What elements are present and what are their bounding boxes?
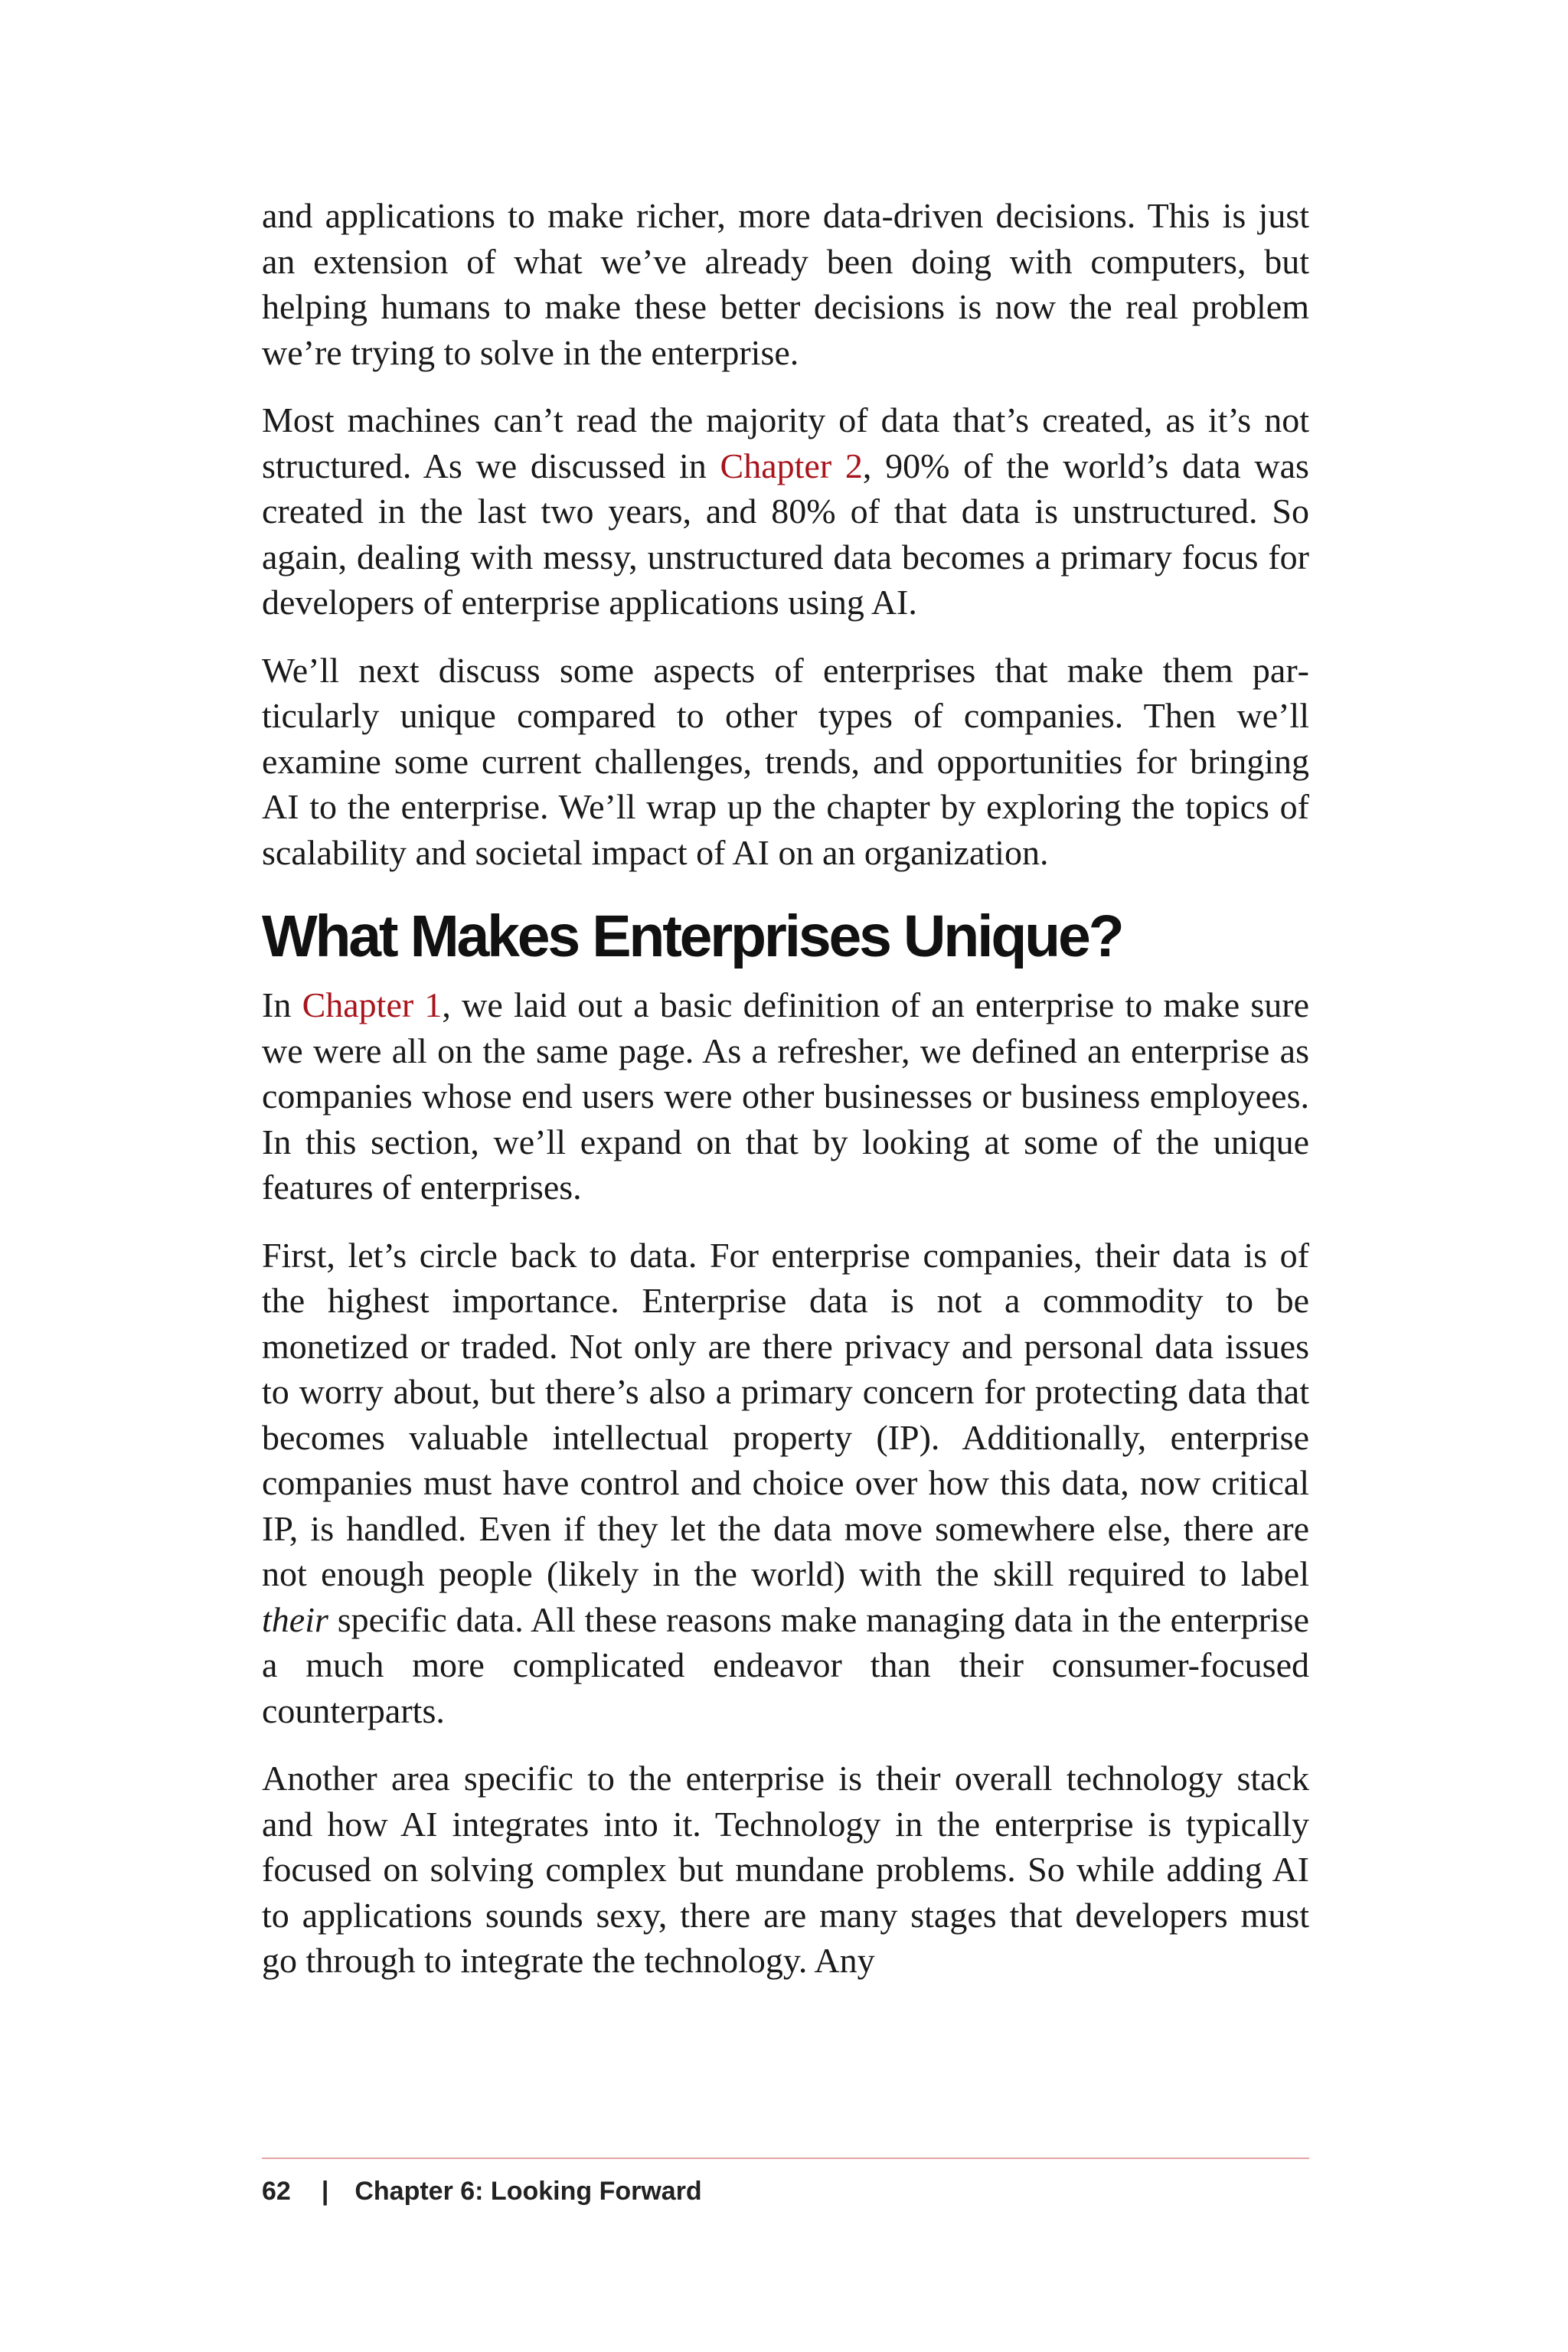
body-paragraph-5 bbox=[262, 1233, 1309, 1734]
running-chapter-title: Chapter 6: Looking Forward bbox=[354, 2177, 702, 2206]
chapter-1-link[interactable]: Chapter 1 bbox=[302, 985, 443, 1024]
body-paragraph-2 bbox=[262, 397, 1309, 626]
chapter-2-link[interactable]: Chapter 2 bbox=[720, 446, 863, 485]
paragraph-text: Most machines can’t read the majority of data that’s created, as it’s not structured. As we discussed in bbox=[262, 400, 1309, 485]
paragraph-text: , we laid out a basic definition of an enterprise to make sure we were all on the same page. As a refresher, we defined an enterprise as companies whose end users were other businesses or business employees. In this section, we’ll expand on that by looking at some of the unique features of enterprises. bbox=[262, 985, 1309, 1207]
body-paragraph-6: Another area specific to the enterprise is their overall technology stack and how AI integrates into it. Technology in the enterprise is typically focused on solving complex but mundane problems. So while adding AI to applications sounds sexy, there are many stages that developers must go through to integrate the technology. Any bbox=[262, 1759, 1309, 1980]
page-body bbox=[262, 193, 1309, 1984]
paragraph-text: , 90% of the world’s data was created in the last two years, and 80% of that data is unstructured. So again, dealing with messy, unstructured data becomes a primary focus for developers of enterprise applications using AI. bbox=[262, 446, 1309, 622]
section-heading: What Makes Enterprises Unique? bbox=[262, 903, 1122, 969]
footer-divider bbox=[262, 2158, 1309, 2159]
body-paragraph-4 bbox=[262, 982, 1309, 1210]
page-number: 62 bbox=[262, 2177, 291, 2206]
paragraph-text: In bbox=[262, 985, 302, 1024]
emphasis-their: their bbox=[262, 1599, 328, 1639]
footer-separator: | bbox=[321, 2177, 329, 2206]
body-paragraph-3: We’ll next discuss some aspects of enterprises that make them particularly unique compared to other types of companies. Then we’ll examine some current challenges, trends, and opportunities for bringing AI to the enterprise. We’ll wrap up the chapter by exploring the topics of scalability and societal impact of AI on an organization. bbox=[262, 650, 1309, 872]
paragraph-text: specific data. All these reasons make managing data in the enterprise a much more complicated endeavor than their consumer-focused counterparts. bbox=[262, 1599, 1309, 1730]
paragraph-text: First, let’s circle back to data. For enterprise companies, their data is of the highest importance. Enterprise data is not a commodity to be monetized or traded. Not only are there privacy and personal data issues to worry about, but there’s also a primary concern for protecting data that becomes valuable intellectual property (IP). Additionally, enterprise companies must have control and choice over how this data, now critical IP, is handled. Even if they let the data move somewhere else, there are not enough people (likely in the world) with the skill required to label bbox=[262, 1235, 1309, 1593]
body-paragraph-1: and applications to make richer, more data-driven decisions. This is just an extension of what we’ve already been doing with computers, but helping humans to make these better decisions is now the real problem we’re trying to solve in the enterprise. bbox=[262, 196, 1309, 372]
page-footer bbox=[262, 2173, 702, 2210]
